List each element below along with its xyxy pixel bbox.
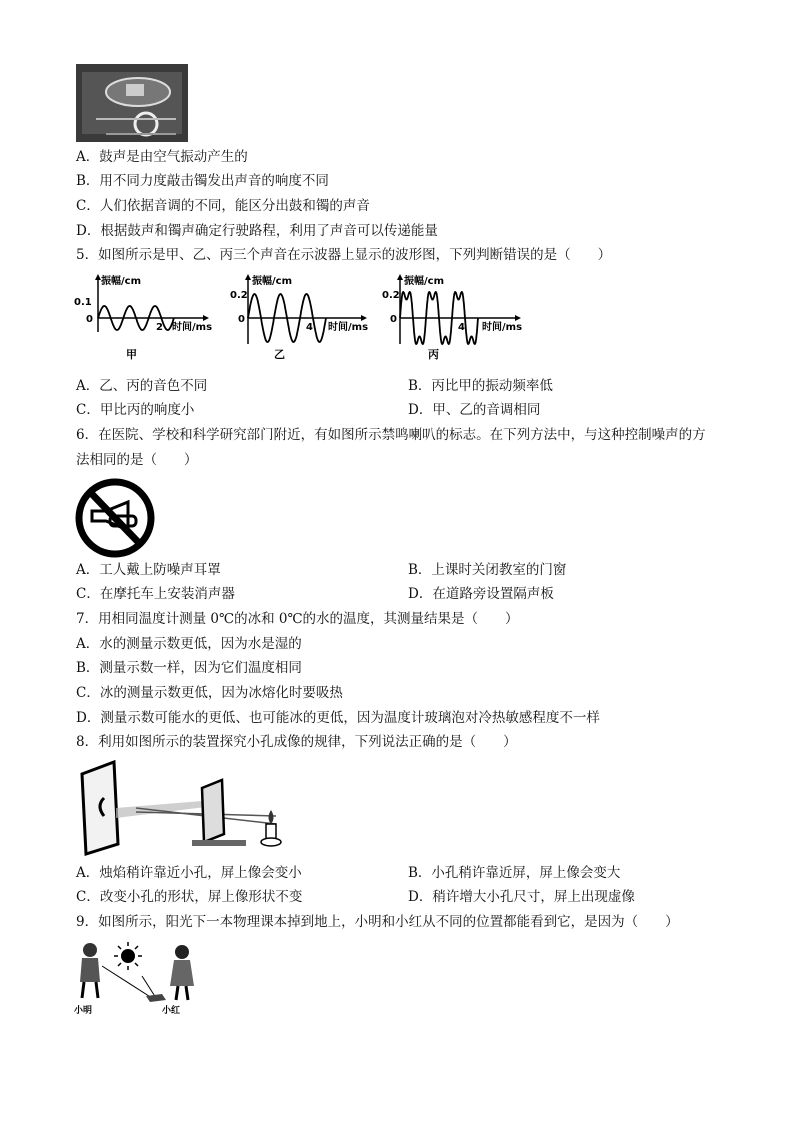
bing-xtick: 4 xyxy=(458,322,465,333)
jia-ytick: 0.1 xyxy=(74,297,92,308)
yi-caption: 乙 xyxy=(274,348,285,361)
q7-option-c: C．冰的测量示数更低，因为冰熔化时要吸热 xyxy=(76,685,343,701)
q7-option-b: B．测量示数一样，因为它们温度相同 xyxy=(76,660,302,676)
q6-option-d: D．在道路旁设置隔声板 xyxy=(408,586,554,602)
bing-ylabel: 振幅/cm xyxy=(404,276,444,287)
q4-option-b: B．用不同力度敲击镯发出声音的响度不同 xyxy=(76,173,329,189)
q4-option-a: A．鼓声是由空气振动产生的 xyxy=(76,149,248,165)
q8-stem: 8．利用如图所示的装置探究小孔成像的规律，下列说法正确的是（ ） xyxy=(76,734,517,750)
q6-stem-line1: 6．在医院、学校和科学研究部门附近，有如图所示禁鸣喇叭的标志。在下列方法中，与这种控制噪声的方 xyxy=(76,427,706,443)
q5-option-b: B．丙比甲的振动频率低 xyxy=(408,378,553,394)
drum-photo xyxy=(76,64,188,142)
q5-option-a: A．乙、丙的音色不同 xyxy=(76,378,208,394)
jia-xlabel: 时间/ms xyxy=(172,322,213,333)
label-xiaohong: 小红 xyxy=(162,1006,181,1016)
no-horn-sign-icon xyxy=(72,478,158,558)
bing-origin: 0 xyxy=(390,314,397,325)
bing-xlabel: 时间/ms xyxy=(482,322,523,333)
waveform-bing xyxy=(382,272,532,364)
reflection-illustration xyxy=(72,936,202,1016)
q7-option-d: D．测量示数可能水的更低、也可能冰的更低，因为温度计玻璃泡对冷热敏感程度不一样 xyxy=(76,710,600,726)
pinhole-apparatus xyxy=(76,760,296,856)
q6-option-b: B．上课时关闭教室的门窗 xyxy=(408,562,567,578)
q9-stem: 9．如图所示，阳光下一本物理课本掉到地上，小明和小红从不同的位置都能看到它，是因为（ ） xyxy=(76,914,679,930)
q4-option-c: C．人们依据音调的不同，能区分出鼓和镯的声音 xyxy=(76,198,370,214)
q8-option-a: A．烛焰稍许靠近小孔，屏上像会变小 xyxy=(76,865,302,881)
q7-option-a: A．水的测量示数更低，因为水是湿的 xyxy=(76,636,302,652)
jia-origin: 0 xyxy=(86,314,93,325)
q5-stem: 5．如图所示是甲、乙、丙三个声音在示波器上显示的波形图，下列判断错误的是（ ） xyxy=(76,247,612,263)
q8-option-b: B．小孔稍许靠近屏，屏上像会变大 xyxy=(408,865,621,881)
q5-option-c: C．甲比丙的响度小 xyxy=(76,402,195,418)
yi-ylabel: 振幅/cm xyxy=(252,276,292,287)
jia-ylabel: 振幅/cm xyxy=(101,276,141,287)
yi-origin: 0 xyxy=(238,314,245,325)
q4-option-d: D．根据鼓声和镯声确定行驶路程，利用了声音可以传递能量 xyxy=(76,223,438,239)
q6-stem-line2: 法相同的是（ ） xyxy=(76,452,198,468)
waveform-jia xyxy=(74,272,224,364)
q7-stem: 7．用相同温度计测量 0℃的冰和 0℃的水的温度，其测量结果是（ ） xyxy=(76,611,519,627)
q8-option-c: C．改变小孔的形状，屏上像形状不变 xyxy=(76,889,303,905)
q6-option-c: C．在摩托车上安装消声器 xyxy=(76,586,235,602)
yi-ytick: 0.2 xyxy=(230,290,248,301)
yi-xtick: 4 xyxy=(306,322,313,333)
q5-option-d: D．甲、乙的音调相同 xyxy=(408,402,541,418)
bing-caption: 丙 xyxy=(428,348,439,361)
waveform-yi xyxy=(230,272,380,364)
yi-xlabel: 时间/ms xyxy=(328,322,369,333)
jia-caption: 甲 xyxy=(126,348,137,361)
q6-option-a: A．工人戴上防噪声耳罩 xyxy=(76,562,221,578)
bing-ytick: 0.2 xyxy=(382,290,400,301)
jia-xtick: 2 xyxy=(156,322,163,333)
q8-option-d: D．稍许增大小孔尺寸，屏上出现虚像 xyxy=(408,889,635,905)
label-xiaoming: 小明 xyxy=(74,1006,93,1016)
